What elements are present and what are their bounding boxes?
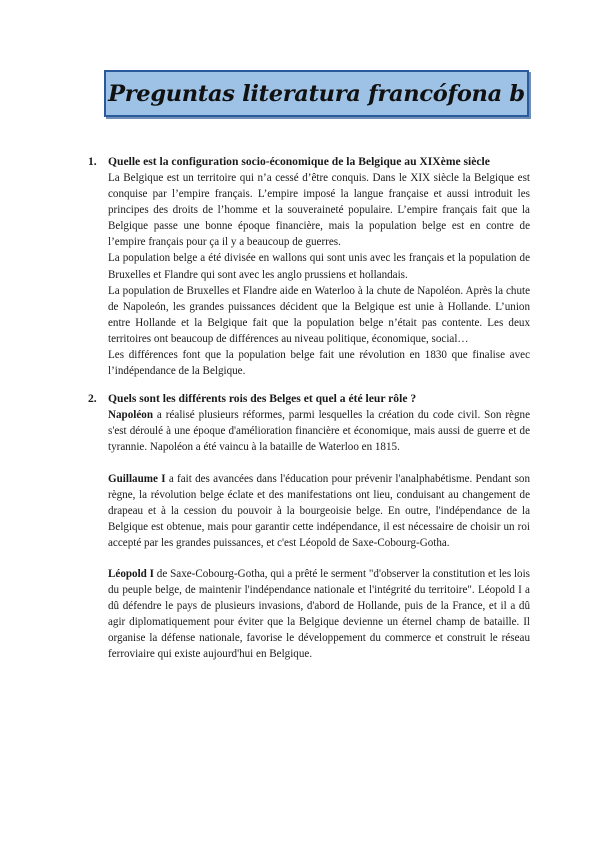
king-paragraph-guillaume: [108, 471, 530, 551]
answer-paragraph: Les différences font que la population belge fait une révolution en 1830 que finalise avec l’indépendance de la Belgique.: [108, 349, 530, 378]
answer-paragraph: La population belge a été divisée en wallons qui sont unis avec les français et la population de Bruxelles et Flandre qui sont avec les anglo prussiens et hollandais.: [108, 252, 530, 281]
answer-body: [108, 407, 530, 662]
king-paragraph-leopold: [108, 566, 530, 663]
question-1: [88, 154, 530, 379]
spacer: [108, 456, 530, 471]
answer-paragraph: La Belgique est un territoire qui n’a cessé d’être conquis. Dans le XIX siècle la Belgique est conquise par l’empire français. L’empire imposé la langue française et aussi introduit les principes des droits de l’homme et la souveraineté populaire. L’empire français fait que la Belgique passe une bonne époque financière, mais la population belge est en contre de l’empire français pour ça il y a beaucoup de guerres.: [108, 172, 530, 249]
king-name: Léopold I: [108, 567, 154, 580]
document-body: [88, 154, 530, 675]
question-2: [88, 391, 530, 662]
king-description: de Saxe-Cobourg-Gotha, qui a prêté le serment "d'observer la constitution et les lois du peuple belge, de maintenir l'indépendance nationale et l'intégrité du territoire". Léopold I a dû défendre le pays de plusieurs invasions, d'abord de Hollande, puis de la France, et il a dû agir diplomatiquement pour éviter que la Belgique devienne un éternel champ de bataille. Il organise la défense nationale, favorise le développement du commerce et construit le réseau ferroviaire qui existe aujourd'hui en Belgique.: [108, 567, 530, 661]
question-text: Quels sont les différents rois des Belges et quel a été leur rôle ?: [108, 392, 417, 406]
question-number: 2.: [88, 392, 97, 406]
question-text: Quelle est la configuration socio-économique de la Belgique au XIXème siècle: [108, 155, 490, 168]
king-description: a fait des avancées dans l'éducation pour prévenir l'analphabétisme. Pendant son règne, la révolution belge éclate et des manifestations ont lieu, conduisant au changement de drapeau et à la cession du pouvoir à la bourgeoisie belge. En outre, l'indépendance de la Belgique est obtenue, mais pour garantir cette indépendance, il est nécessaire de choisir un roi accepté par les grandes puissances, et c'est Léopold de Saxe-Cobourg-Gotha.: [108, 472, 530, 549]
king-name: Guillaume I: [108, 472, 166, 485]
question-heading: [88, 391, 530, 407]
spacer: [108, 551, 530, 566]
king-paragraph-napoleon: [108, 407, 530, 455]
question-number: 1.: [88, 155, 97, 168]
king-name: Napoléon: [108, 409, 153, 422]
answer-body: [108, 170, 530, 379]
title-banner: [104, 70, 529, 117]
answer-paragraph: La population de Bruxelles et Flandre aide en Waterloo à la chute de Napoléon. Après la chute de Napoleón, les grandes puissances décident que la Belgique est unie à Hollande. L’union entre Hollande et la Belgique fait que la population belge n’était pas contente. Les deux territoires ont beaucoup de différences au niveau politique, économique, social…: [108, 284, 530, 345]
king-description: a réalisé plusieurs réformes, parmi lesquelles la création du code civil. Son règne s'est déroulé à une époque d'amélioration financière et économique, mais aussi de guerre et de tyrannie. Napoléon a été vaincu à la bataille de Waterloo en 1815.: [108, 409, 530, 454]
page-title: Preguntas literatura francófona b: [108, 80, 525, 107]
question-heading: [88, 154, 530, 170]
